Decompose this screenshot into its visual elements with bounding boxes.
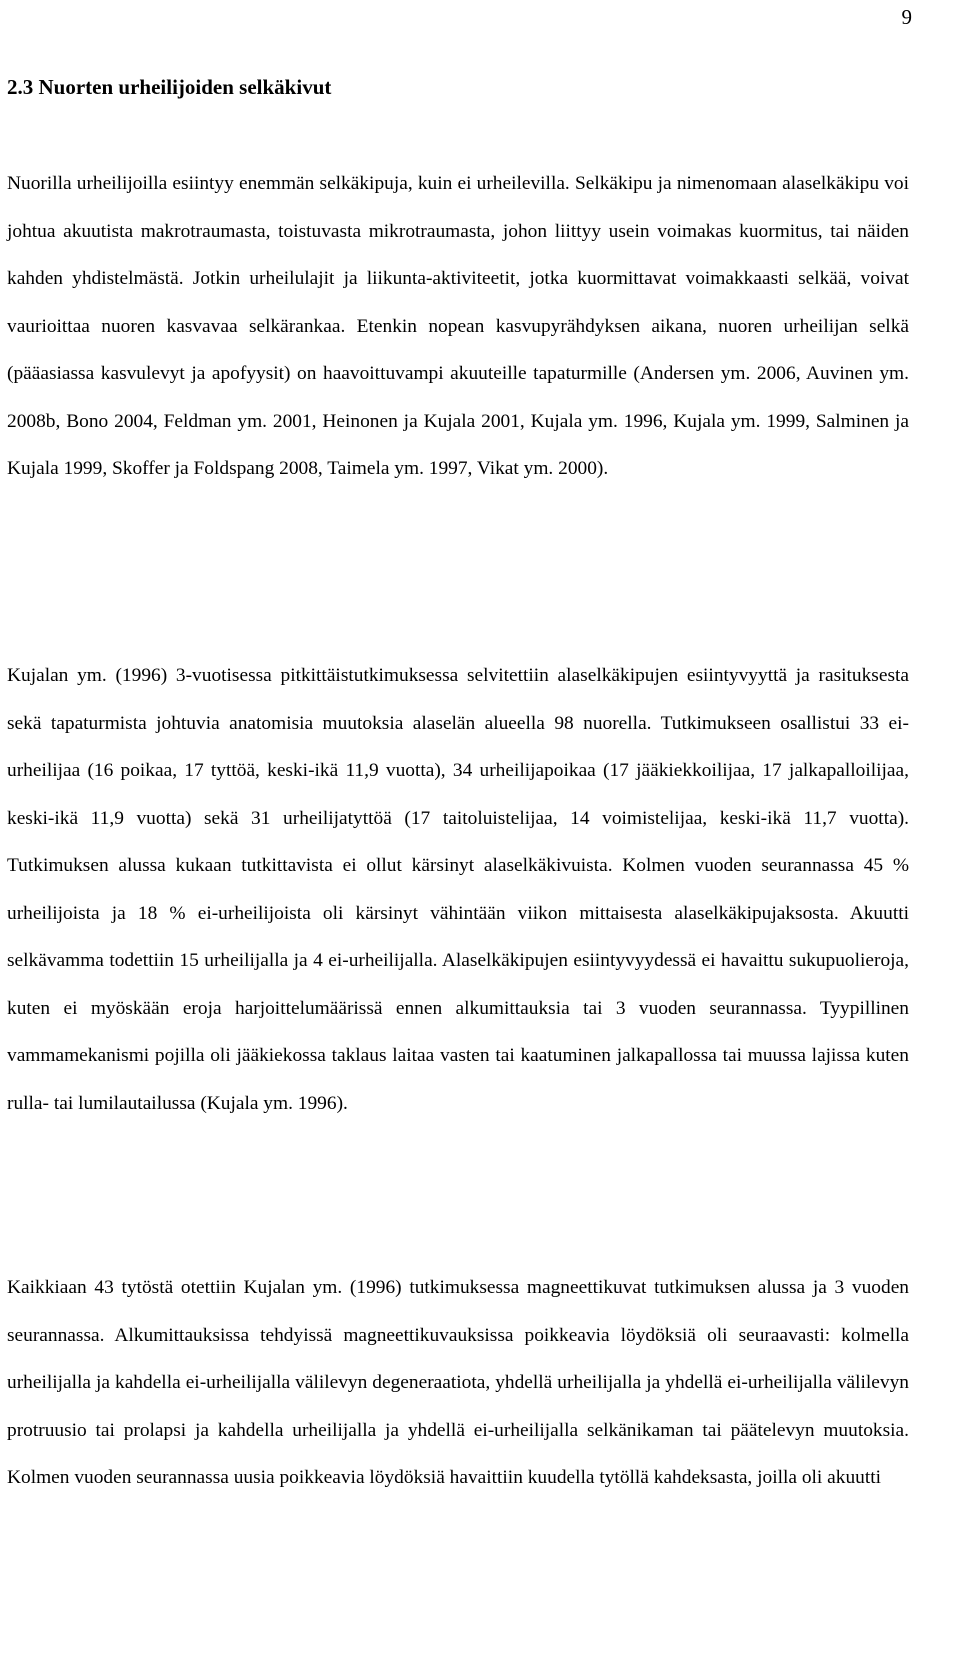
page-number: 9 — [901, 5, 912, 29]
paragraph-2: Kujalan ym. (1996) 3-vuotisessa pitkittäistutkimuksessa selvitettiin alaselkäkipujen esiintyvyyttä ja rasituksesta sekä tapaturmista johtuvia anatomisia muutoksia alaselän alueella 98 nuorella. Tutkimukseen osallistui 33 ei-urheilijaa (16 poikaa, 17 tyttöä, keski-ikä 11,9 vuotta), 34 urheilijapoikaa (17 jääkiekkoilijaa, 17 jalkapalloilijaa, keski-ikä 11,9 vuotta) sekä 31 urheilijatyttöä (17 taitoluistelijaa, 14 voimistelijaa, keski-ikä 11,7 vuotta). Tutkimuksen alussa kukaan tutkittavista ei ollut kärsinyt alaselkäkivuista. Kolmen vuoden seurannassa 45 % urheilijoista ja 18 % ei-urheilijoista oli kärsinyt vähintään viikon mittaisesta alaselkäkipujaksosta. Akuutti selkävamma todettiin 15 urheilijalla ja 4 ei-urheilijalla. Alaselkäkipujen esiintyvyydessä ei havaittu sukupuolieroja, kuten ei myöskään eroja harjoittelumäärissä ennen alkumittauksia tai 3 vuoden seurannassa. Tyypillinen vammamekanismi pojilla oli jääkiekossa taklaus laitaa vasten tai kaatuminen jalkapallossa tai muussa lajissa kuten rulla- tai lumilautailussa (Kujala ym. 1996). — [7, 665, 909, 1114]
paragraph-1: Nuorilla urheilijoilla esiintyy enemmän selkäkipuja, kuin ei urheilevilla. Selkäkipu ja nimenomaan alaselkäkipu voi johtua akuutista makrotraumasta, toistuvasta mikrotraumasta, johon liittyy usein voimakas kuormitus, tai näiden kahden yhdistelmästä. Jotkin urheilulajit ja liikunta-aktiviteetit, jotka kuormittavat voimakkaasti selkää, voivat vaurioittaa nuoren kasvavaa selkärankaa. Etenkin nopean kasvupyrähdyksen aikana, nuoren urheilijan selkä (pääasiassa kasvulevyt ja apofyysit) on haavoittuvampi akuuteille tapaturmille (Andersen ym. 2006, Auvinen ym. 2008b, Bono 2004, Feldman ym. 2001, Heinonen ja Kujala 2001, Kujala ym. 1996, Kujala ym. 1999, Salminen ja Kujala 1999, Skoffer ja Foldspang 2008, Taimela ym. 1997, Vikat ym. 2000). — [7, 173, 909, 479]
paragraph-3: Kaikkiaan 43 tytöstä otettiin Kujalan ym. (1996) tutkimuksessa magneettikuvat tutkimuksen alussa ja 3 vuoden seurannassa. Alkumittauksissa tehdyissä magneettikuvauksissa poikkeavia löydöksiä oli seuraavasti: kolmella urheilijalla ja kahdella ei-urheilijalla välilevyn degeneraatiota, yhdellä urheilijalla ja yhdellä ei-urheilijalla välilevyn protruusio tai prolapsi ja kahdella urheilijalla ja yhdellä ei-urheilijalla selkänikaman tai päätelevyn muutoksia. Kolmen vuoden seurannassa uusia poikkeavia löydöksiä havaittiin kuudella tytöllä kahdeksasta, joilla oli akuutti — [7, 1277, 909, 1488]
section-heading: 2.3 Nuorten urheilijoiden selkäkivut — [7, 75, 332, 99]
